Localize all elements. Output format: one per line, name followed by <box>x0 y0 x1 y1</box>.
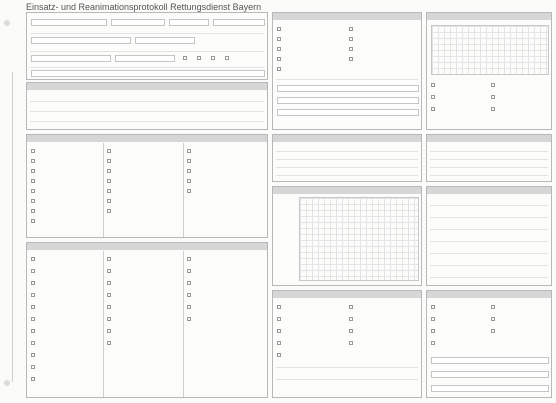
checkbox[interactable] <box>431 329 435 333</box>
checkbox[interactable] <box>277 317 281 321</box>
checkbox[interactable] <box>31 169 35 173</box>
section-header <box>27 135 267 142</box>
checkbox[interactable] <box>277 47 281 51</box>
checkbox[interactable] <box>491 83 495 87</box>
handover-field[interactable] <box>431 357 549 364</box>
ecg-note-field[interactable] <box>277 109 419 116</box>
checkbox[interactable] <box>107 305 111 309</box>
checkbox[interactable] <box>349 329 353 333</box>
checkbox[interactable] <box>31 189 35 193</box>
checkbox[interactable] <box>107 149 111 153</box>
checkbox[interactable] <box>431 83 435 87</box>
checkbox[interactable] <box>107 281 111 285</box>
initial-findings-panel <box>26 134 268 238</box>
checkbox[interactable] <box>31 209 35 213</box>
section-header <box>427 135 551 142</box>
medication-panel <box>272 134 422 182</box>
checkbox[interactable] <box>349 27 353 31</box>
checkbox[interactable] <box>107 169 111 173</box>
checkbox[interactable] <box>431 317 435 321</box>
checkbox[interactable] <box>187 281 191 285</box>
checkbox[interactable] <box>277 341 281 345</box>
name-field[interactable] <box>31 19 107 26</box>
insurance-field[interactable] <box>135 37 195 44</box>
section-header <box>273 187 421 194</box>
ecg-note-field[interactable] <box>277 85 419 92</box>
checkbox[interactable] <box>107 179 111 183</box>
checkbox[interactable] <box>31 269 35 273</box>
checkbox[interactable] <box>187 189 191 193</box>
ecg-note-field[interactable] <box>277 97 419 104</box>
patient-data-panel <box>26 12 268 80</box>
notes-panel <box>26 82 268 130</box>
checkbox[interactable] <box>107 269 111 273</box>
punch-hole <box>4 380 10 386</box>
resuscitation-grid[interactable] <box>431 25 549 75</box>
section-header <box>427 13 551 20</box>
remarks-panel <box>426 186 552 286</box>
section-header <box>273 13 421 20</box>
checkbox[interactable] <box>187 149 191 153</box>
checkbox[interactable] <box>107 159 111 163</box>
checkbox[interactable] <box>277 305 281 309</box>
first-name-field[interactable] <box>111 19 165 26</box>
checkbox[interactable] <box>31 219 35 223</box>
time-row-field[interactable] <box>31 70 265 77</box>
resuscitation-panel <box>426 12 552 130</box>
checkbox[interactable] <box>431 341 435 345</box>
vital-signs-panel <box>272 186 422 286</box>
checkbox[interactable] <box>107 329 111 333</box>
checkbox[interactable] <box>225 56 229 60</box>
checkbox[interactable] <box>31 199 35 203</box>
checkbox[interactable] <box>277 329 281 333</box>
checkbox[interactable] <box>491 329 495 333</box>
checkbox[interactable] <box>349 37 353 41</box>
signature-field[interactable] <box>431 371 549 378</box>
checkbox[interactable] <box>107 293 111 297</box>
checkbox[interactable] <box>31 305 35 309</box>
checkbox[interactable] <box>31 159 35 163</box>
checkbox[interactable] <box>31 365 35 369</box>
checkbox[interactable] <box>349 341 353 345</box>
checkbox[interactable] <box>187 269 191 273</box>
checkbox[interactable] <box>31 329 35 333</box>
address-field[interactable] <box>31 37 131 44</box>
signature-field[interactable] <box>431 385 549 392</box>
section-header <box>427 291 551 298</box>
checkbox[interactable] <box>187 293 191 297</box>
checkbox[interactable] <box>31 281 35 285</box>
checkbox[interactable] <box>31 317 35 321</box>
checkbox[interactable] <box>491 107 495 111</box>
mission-number-field[interactable] <box>213 19 265 26</box>
checkbox[interactable] <box>187 317 191 321</box>
ecg-monitoring-panel <box>272 12 422 130</box>
checkbox[interactable] <box>107 189 111 193</box>
checkbox[interactable] <box>31 149 35 153</box>
checkbox[interactable] <box>277 37 281 41</box>
checkbox[interactable] <box>31 293 35 297</box>
checkbox[interactable] <box>491 95 495 99</box>
checkbox[interactable] <box>107 341 111 345</box>
section-header <box>273 135 421 142</box>
checkbox[interactable] <box>277 27 281 31</box>
checkbox[interactable] <box>349 47 353 51</box>
checkbox[interactable] <box>491 317 495 321</box>
vital-signs-grid[interactable] <box>299 197 419 281</box>
assessment-panel <box>272 290 422 398</box>
checkbox[interactable] <box>349 305 353 309</box>
checkbox[interactable] <box>431 107 435 111</box>
date-field[interactable] <box>169 19 209 26</box>
findings-table-panel <box>426 134 552 182</box>
checkbox[interactable] <box>187 257 191 261</box>
checkbox[interactable] <box>431 305 435 309</box>
section-header <box>27 243 267 250</box>
checkbox[interactable] <box>491 305 495 309</box>
checkbox[interactable] <box>187 159 191 163</box>
side-margin-note <box>12 72 20 382</box>
checkbox[interactable] <box>431 95 435 99</box>
punch-hole <box>4 20 10 26</box>
checkbox[interactable] <box>349 317 353 321</box>
checkbox[interactable] <box>197 56 201 60</box>
checkbox[interactable] <box>187 179 191 183</box>
checkbox[interactable] <box>187 169 191 173</box>
checkbox[interactable] <box>349 57 353 61</box>
transport-panel <box>426 290 552 398</box>
section-header <box>427 187 551 194</box>
checkbox[interactable] <box>31 353 35 357</box>
checkbox[interactable] <box>31 377 35 381</box>
checkbox[interactable] <box>107 317 111 321</box>
checkbox[interactable] <box>31 257 35 261</box>
page-title: Einsatz- und Reanimationsprotokoll Rettungsdienst Bayern <box>26 2 262 12</box>
checkbox[interactable] <box>183 56 187 60</box>
checkbox[interactable] <box>31 341 35 345</box>
section-header <box>273 291 421 298</box>
checkbox[interactable] <box>107 209 111 213</box>
checkbox[interactable] <box>107 257 111 261</box>
vehicle-field[interactable] <box>115 55 175 62</box>
checkbox[interactable] <box>187 305 191 309</box>
checkbox[interactable] <box>107 199 111 203</box>
checkbox[interactable] <box>277 353 281 357</box>
checkbox[interactable] <box>211 56 215 60</box>
checkbox[interactable] <box>31 179 35 183</box>
checkbox[interactable] <box>277 67 281 71</box>
checkbox[interactable] <box>277 57 281 61</box>
measures-panel <box>26 242 268 398</box>
location-field[interactable] <box>31 55 111 62</box>
section-header <box>27 83 267 90</box>
